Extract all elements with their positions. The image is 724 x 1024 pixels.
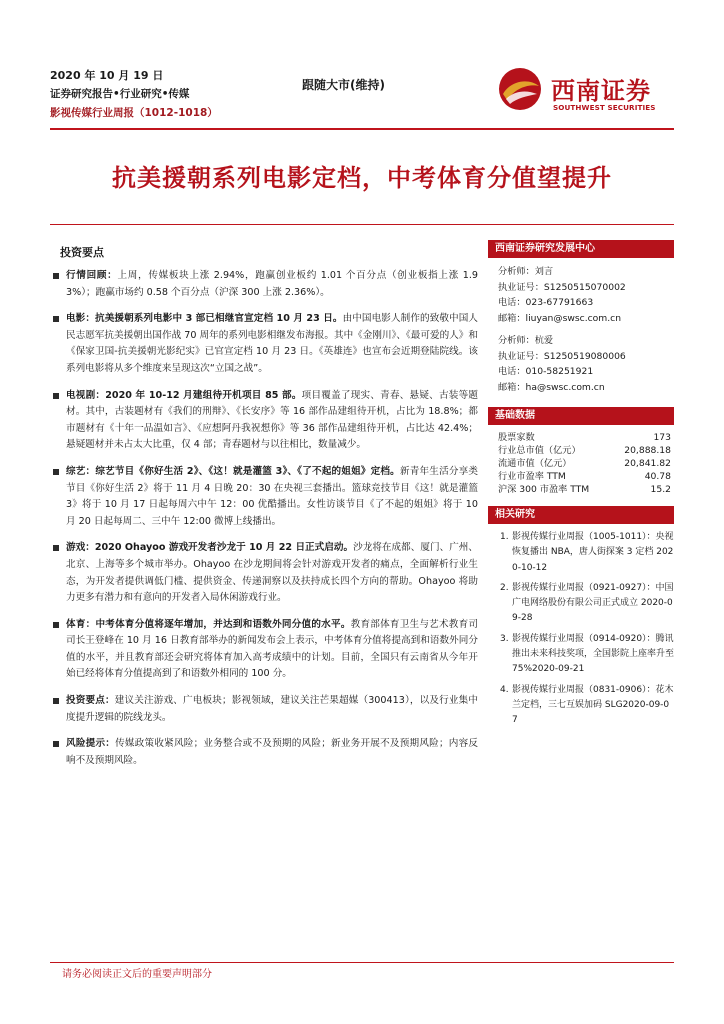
analyst-name: 分析师：杭爱	[498, 335, 554, 346]
list-item[interactable]: 4. 影视传媒行业周报（0831-0906）：花木兰定档，三七互娱加码 SLG2020-09-07	[500, 684, 674, 726]
rating-label: 跟随大市(维持)	[302, 78, 385, 92]
key-point-item: 行情回顾：上周，传媒板块上涨 2.94%，跑赢创业板约 1.01 个百分点（创业板指上涨 1.93%）；跑赢市场约 0.58 个百分点（沪深 300 上涨 2.36%）。	[50, 268, 478, 301]
title-divider	[50, 224, 674, 225]
footer-divider	[50, 962, 674, 963]
analyst-email[interactable]: 邮箱：ha@swsc.com.cn	[498, 381, 605, 393]
key-points-section	[50, 244, 478, 779]
analyst-email[interactable]: 邮箱：liuyan@swsc.com.cn	[498, 312, 622, 324]
analyst-license: 执业证号：S1250519080006	[498, 350, 626, 362]
key-point-item: 电视剧：2020 年 10-12 月建组待开机项目 85 部。项目覆盖了现实、青春、悬疑、古装等题材。其中，古装题材有《我们的刑辩》、《长安序》等 16 部作品建组待开机，占比为 18.8%；都市题材有《十年一品温如言》、《应想阿丹我祝想你》等 36 部作品建组待开机，占比达 42.4%；悬疑题材并未占太大比重，仅 4 部；青春题材与以往相比，数量减少。	[50, 388, 478, 454]
key-point-item: 体育：中考体育分值将逐年增加，并达到和语数外同分值的水平。教育部体育卫生与艺术教育司司长王登峰在 10 月 16 日教育部举办的新闻发布会上表示，中考体育分值将提高到和语数外同分值的水平，并且教育部还会研究将体育加入高考成绩中的计划。目前，全国只有云南省从今年开始已经将体育分值提高到了和语数外相同的 100 分。	[50, 617, 478, 683]
brand-logo	[497, 66, 687, 120]
key-point-item: 游戏：2020 Ohayoo 游戏开发者沙龙于 10 月 22 日正式启动。沙龙将在成都、厦门、广州、北京、上海等多个城市举办。Ohayoo 在沙龙期间将会针对游戏开发者的痛点，全面解析行业生态，为开发者提供调低门槛、提供资金、传递洞察以及扶持成长四个方向的帮助。Ohayoo 将助力更多有潜力和有意向的开发者入局休闲游戏行业。	[50, 540, 478, 606]
analyst-name: 分析师：刘言	[498, 266, 554, 277]
key-points-title: 投资要点	[60, 246, 104, 259]
sidebar	[488, 240, 674, 734]
list-item[interactable]: 3. 影视传媒行业周报（0914-0920）：腾讯推出未来科技奖项，全国影院上座率升至 75%2020-09-21	[500, 633, 675, 675]
key-point-item: 综艺：综艺节目《你好生活 2》、《这！就是灌篮 3》、《了不起的姐姐》定档。新青年生活分享类节目《你好生活 2》将于 11 月 4 日晚 20：30 在央视三套播出。篮球竞技节目《这！就是灌篮 3》将于 10 月 17 日起每周六中午 12：00 优酷播出。女性访谈节目《了不起的姐姐》将于 10 月 20 日起每周二、三中午 12:00 微博上线播出。	[50, 464, 478, 530]
basic-data-table	[488, 431, 674, 496]
brand-name-cn: 西南证券	[551, 76, 651, 105]
team-title: 西南证券研究发展中心	[488, 240, 674, 258]
report-header	[50, 66, 290, 123]
key-point-item: 投资要点：建议关注游戏、广电板块；影视领域，建议关注芒果超媒（300413），以及行业集中度提升逻辑的院线龙头。	[50, 693, 478, 726]
key-point-item: 风险提示：传媒政策收紧风险；业务整合或不及预期的风险；新业务开展不及预期风险；内容反响不及预期风险。	[50, 736, 478, 769]
header-divider	[50, 128, 674, 130]
related-research-list	[488, 524, 674, 729]
list-item[interactable]: 2. 影视传媒行业周报（0921-0927）：中国广电网络股份有限公司正式成立 2020-09-28	[500, 582, 674, 624]
table-row: 行业市盈率 TTM 40.78	[498, 471, 671, 482]
related-research-title: 相关研究	[488, 506, 674, 524]
table-row: 行业总市值（亿元） 20,888.18	[498, 445, 671, 456]
analyst-block	[488, 258, 674, 395]
analyst-license: 执业证号：S1250515070002	[498, 281, 626, 293]
table-row: 流通市值（亿元） 20,841.82	[498, 458, 671, 469]
disclaimer-note: 请务必阅读正文后的重要声明部分	[62, 969, 212, 980]
analyst-phone: 电话：010-58251921	[498, 366, 594, 377]
page-title: 抗美援朝系列电影定档，中考体育分值望提升	[112, 164, 612, 192]
list-item[interactable]: 1. 影视传媒行业周报（1005-1011）：央视恢复播出 NBA，唐人街探案 3 定档 2020-10-12	[500, 532, 674, 573]
report-category: 证券研究报告•行业研究•传媒	[50, 88, 190, 100]
key-point-item: 电影：抗美援朝系列电影中 3 部已相继官宣定档 10 月 23 日。由中国电影人制作的致敬中国人民志愿军抗美援朝出国作战 70 周年的系列电影相继发布海报。其中《金刚川》、《最可爱的人》和《保家卫国-抗美援朝光影纪实》已官宣定档 10 月 23 日。《英雄连》也宣布会近期登陆院线。该系列电影将从多个维度来呈现这次“立国之战”。	[50, 311, 478, 377]
table-row: 股票家数 173	[498, 432, 671, 443]
brand-name-en: SOUTHWEST SECURITIES	[553, 103, 656, 112]
report-name: 影视传媒行业周报（1012-1018）	[50, 107, 218, 119]
brand-mark-icon	[497, 66, 543, 112]
report-date: 2020 年 10 月 19 日	[50, 69, 164, 82]
table-row: 沪深 300 市盈率 TTM 15.2	[498, 484, 671, 495]
analyst-phone: 电话：023-67791663	[498, 297, 594, 308]
basic-data-title: 基础数据	[488, 407, 674, 425]
